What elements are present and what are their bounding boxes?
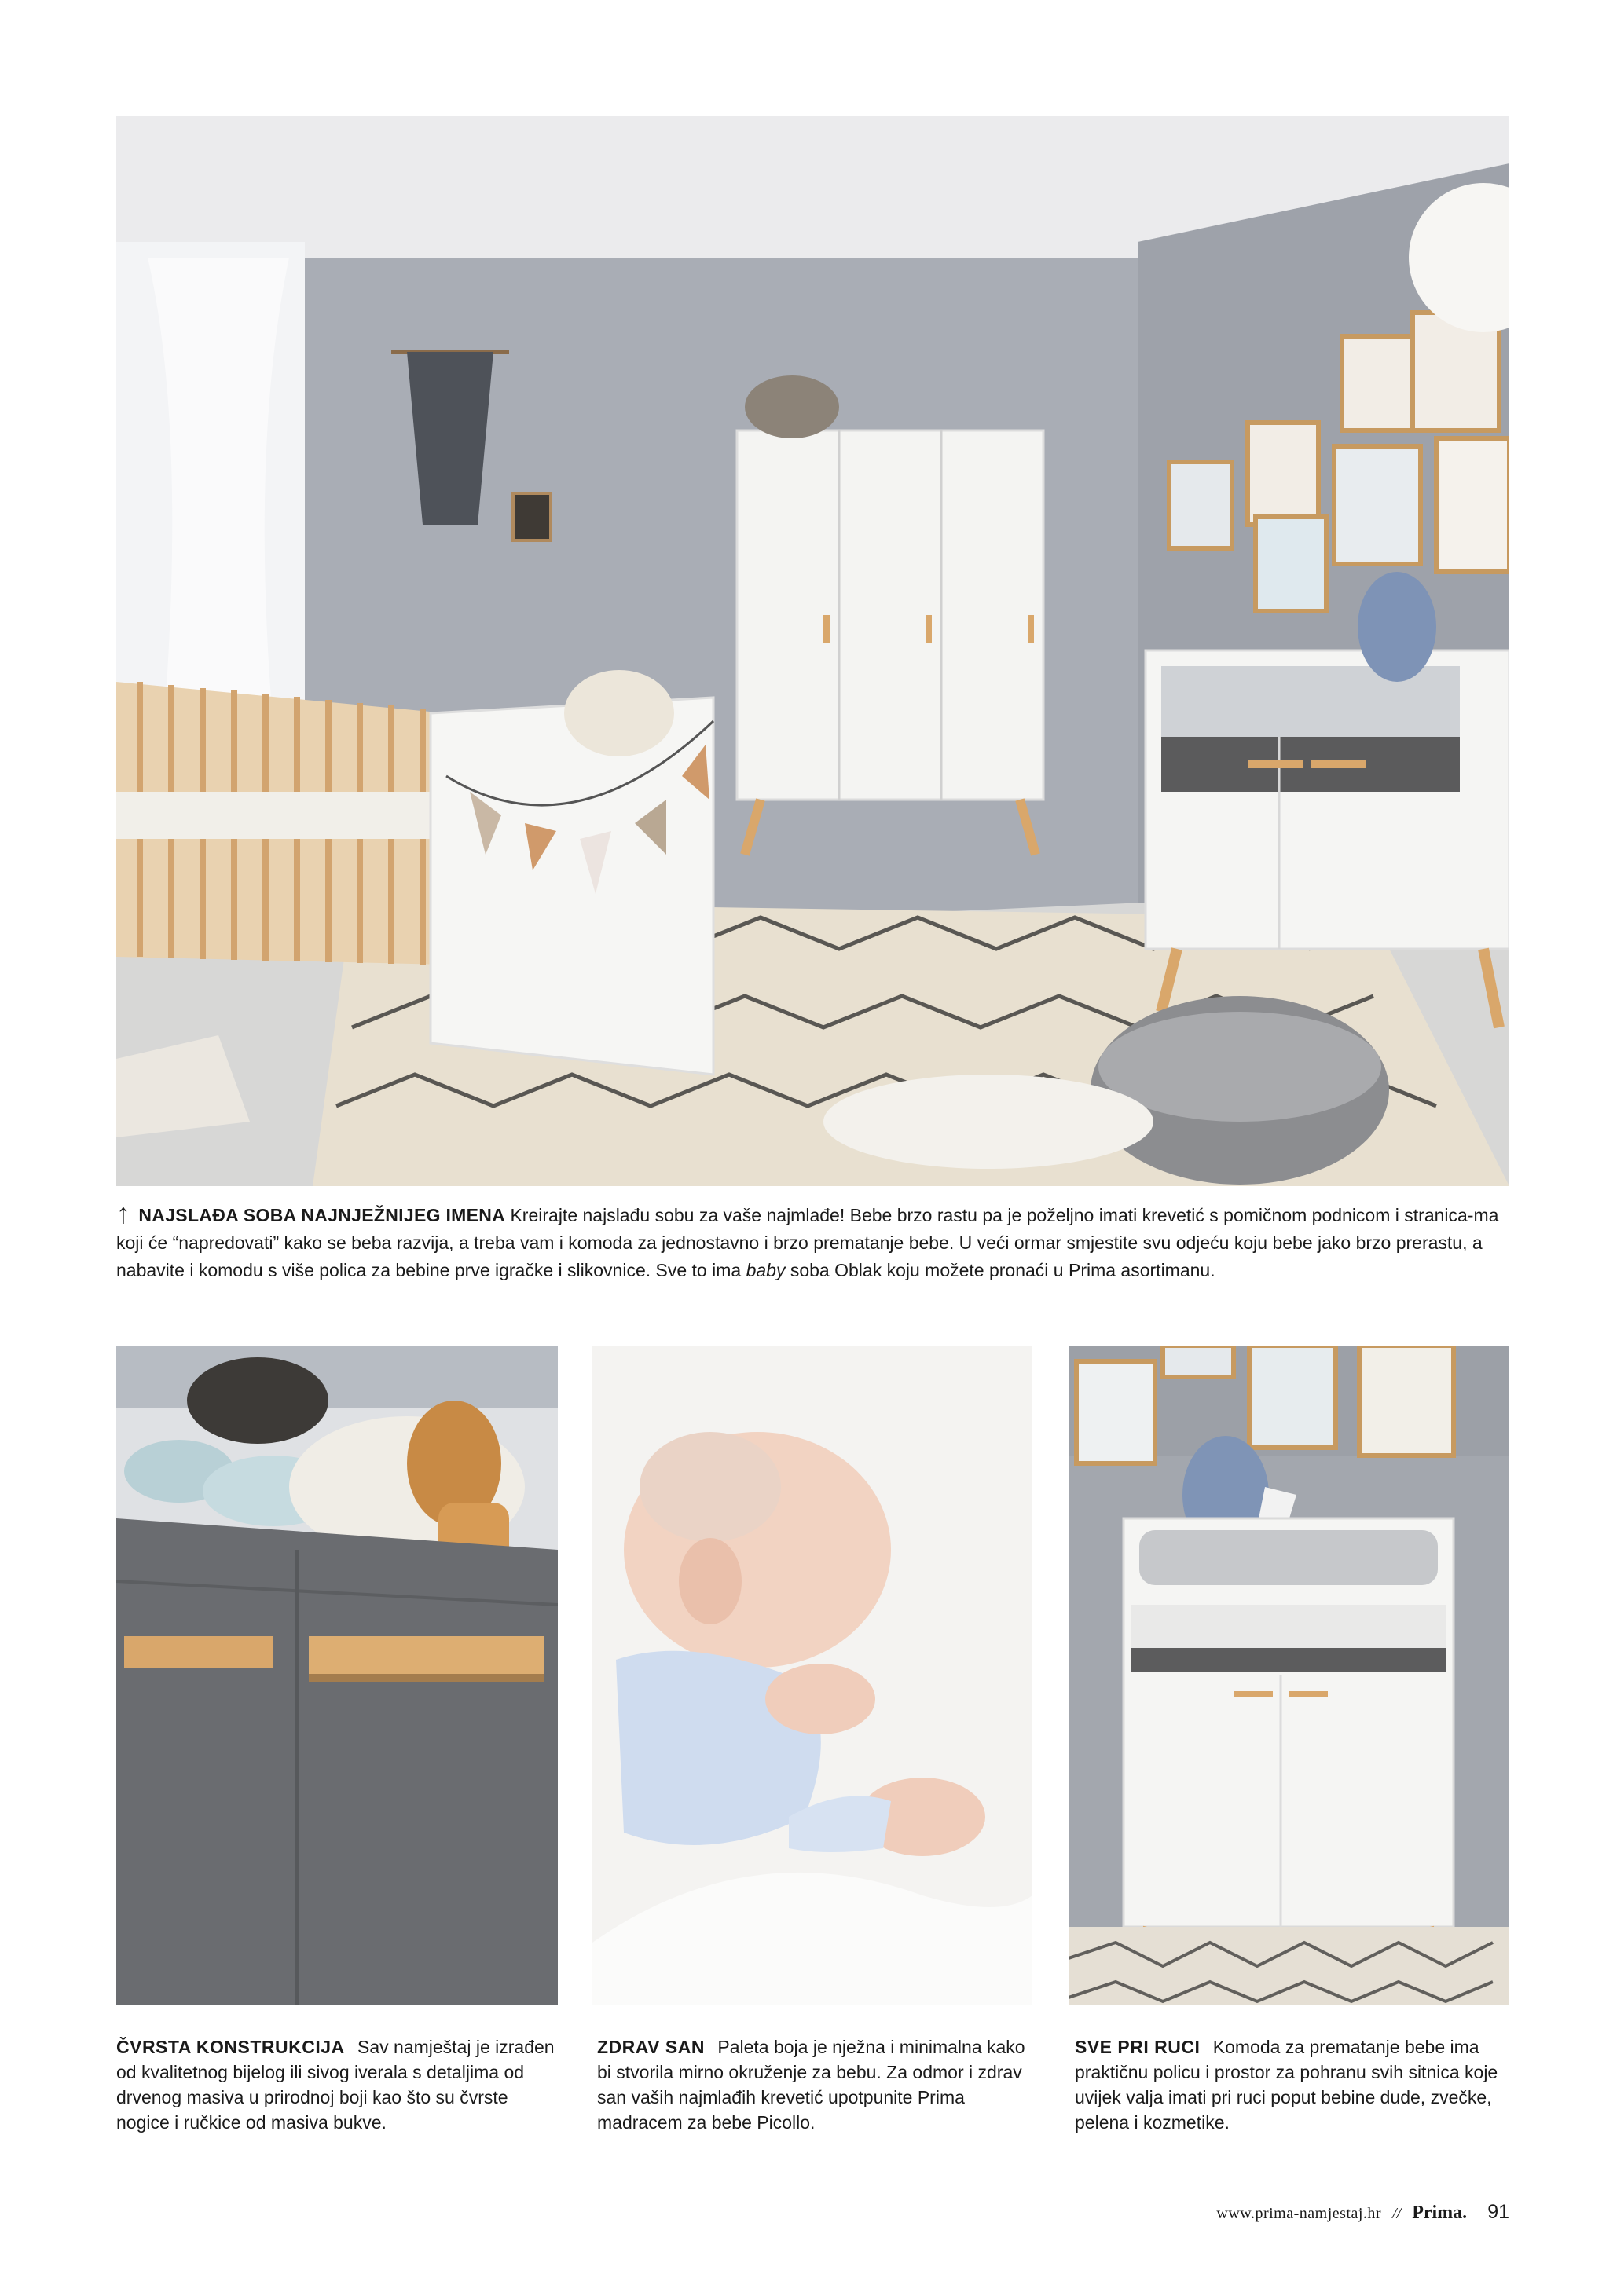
photo-sleeping-baby xyxy=(592,1346,1032,2005)
caption-healthy-sleep xyxy=(597,2034,1041,2135)
footer-url[interactable]: www.prima-namjestaj.hr xyxy=(1216,2205,1382,2222)
caption-at-hand-text: Komoda za prematanje bebe ima praktičnu policu i prostor za pohranu svih sitnica koje uvijek valja imati pri ruci poput bebine dude, zvečke, pelena i kozmetike. xyxy=(1075,2037,1498,2133)
photo-changing-dresser xyxy=(1069,1346,1509,2005)
page-footer xyxy=(1216,2201,1509,2232)
footer-brand-logo: Prima. xyxy=(1412,2203,1468,2223)
caption-construction-heading: ČVRSTA KONSTRUKCIJA xyxy=(116,2037,345,2057)
caption-at-hand xyxy=(1075,2034,1511,2135)
main-caption-text-1: Kreirajte najslađu sobu za vaše najmlađe! Bebe brzo rastu pa je poželjno imati krevetić s pomičnom podnicom i stranica-ma koji će “napredovati” kako se beba razvija, a treba vam i komoda za jednostavno i brzo prematanje bebe. U veći ormar smjestite svu odjeću koju bebe jako brzo prerastu, a nabavite i komodu s više polica za bebine prve igračke i slikovnice. Sve to ima xyxy=(116,1205,1499,1280)
hero-photo-nursery xyxy=(116,116,1509,1186)
footer-separator: // xyxy=(1392,2205,1402,2222)
caption-at-hand-heading: SVE PRI RUCI xyxy=(1075,2037,1201,2057)
main-caption-italic: baby xyxy=(746,1260,786,1280)
arrow-up-icon: ↑ xyxy=(116,1197,130,1229)
caption-healthy-sleep-text: Paleta boja je nježna i minimalna kako bi stvorila mirno okruženje za bebu. Za odmor i zdrav san vaših najmlađih krevetić upotpunite Prima madracem za bebe Picollo. xyxy=(597,2037,1025,2133)
photo-grey-dresser-lion xyxy=(116,1346,558,2005)
caption-construction xyxy=(116,2034,556,2135)
page-number: 91 xyxy=(1487,2201,1509,2223)
main-caption-text-2: soba Oblak koju možete pronaći u Prima asortimanu. xyxy=(790,1260,1215,1280)
caption-healthy-sleep-heading: ZDRAV SAN xyxy=(597,2037,705,2057)
caption-construction-text: Sav namještaj je izrađen od kvalitetnog bijelog ili sivog iverala s detaljima od drvenog masiva u prirodnoj boji kao što su čvrste nogice i ručkice od masiva bukve. xyxy=(116,2037,555,2133)
main-caption-heading: NAJSLAĐA SOBA NAJNJEŽNIJEG IMENA xyxy=(138,1205,506,1225)
main-caption xyxy=(116,1197,1509,1284)
